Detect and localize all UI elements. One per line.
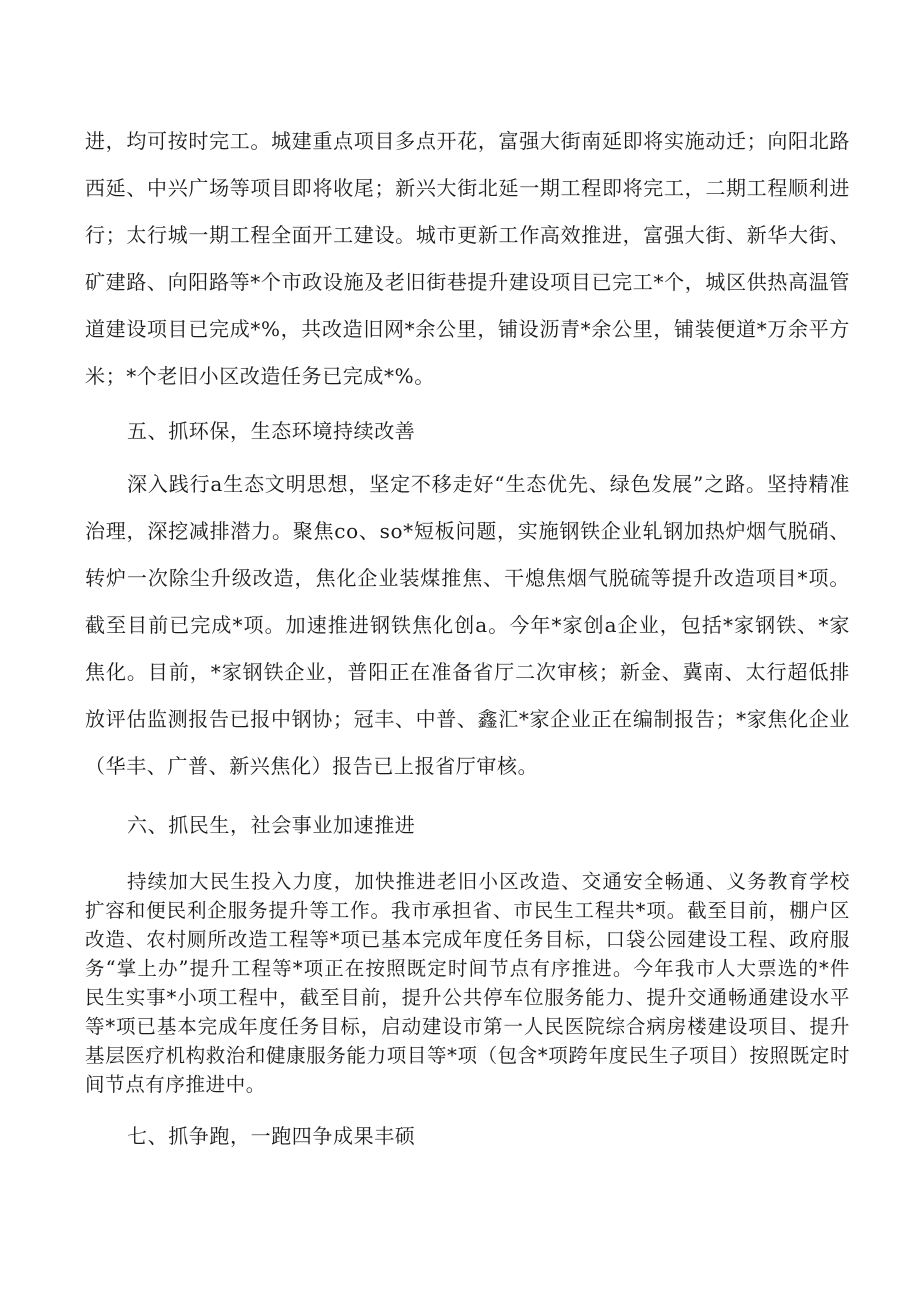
section-heading-livelihood: 六、抓民生，社会事业加速推进	[127, 813, 416, 837]
paragraph-urban-construction: 进，均可按时完工。城建重点项目多点开花，富强大街南延即将实施动迁；向阳北路西延、中兴广场等项目即将收尾；新兴大街北延一期工程即将完工，二期工程顺利进行；太行城一期工程全面开工建设。城市更新工作高效推进，富强大街、新华大街、矿建路、向阳路等*个市政设施及老旧街巷提升建设项目已完工*个，城区供热高温管道建设项目已完成*%，共改造旧网*余公里，铺设沥青*余公里，铺装便道*万余平方米；*个老旧小区改造任务已完成*%。	[85, 129, 850, 388]
paragraph-environment: 深入践行a生态文明思想，坚定不移走好“生态优先、绿色发展”之路。坚持精准治理，深挖减排潜力。聚焦co、so*短板问题，实施钢铁企业轧钢加热炉烟气脱硝、转炉一次除尘升级改造，焦化企业装煤推焦、干熄焦烟气脱硫等提升改造项目*项。截至目前已完成*项。加速推进钢铁焦化创a。今年*家创a企业，包括*家钢铁、*家焦化。目前，*家钢铁企业，普阳正在准备省厅二次审核；新金、冀南、太行超低排放评估监测报告已报中钢协；冠丰、中普、鑫汇*家企业正在编制报告；*家焦化企业（华丰、广普、新兴焦化）报告已上报省厅审核。	[85, 472, 850, 778]
paragraph-livelihood: 持续加大民生投入力度，加快推进老旧小区改造、交通安全畅通、义务教育学校扩容和便民利企服务提升等工作。我市承担省、市民生工程共*项。截至目前，棚户区改造、农村厕所改造工程等*项已基本完成年度任务目标，口袋公园建设工程、政府服务“掌上办”提升工程等*项正在按照既定时间节点有序推进。今年我市人大票选的*件民生实事*小项工程中，截至目前，提升公共停车位服务能力、提升交通畅通建设水平等*项已基本完成年度任务目标，启动建设市第一人民医院综合病房楼建设项目、提升基层医疗机构救治和健康服务能力项目等*项（包含*项跨年度民生子项目）按照既定时间节点有序推进中。	[85, 870, 850, 1096]
document-page	[85, 118, 850, 1160]
section-heading-competition: 七、抓争跑，一跑四争成果丰硕	[127, 1124, 416, 1148]
section-heading-environment: 五、抓环保，生态环境持续改善	[127, 419, 416, 443]
